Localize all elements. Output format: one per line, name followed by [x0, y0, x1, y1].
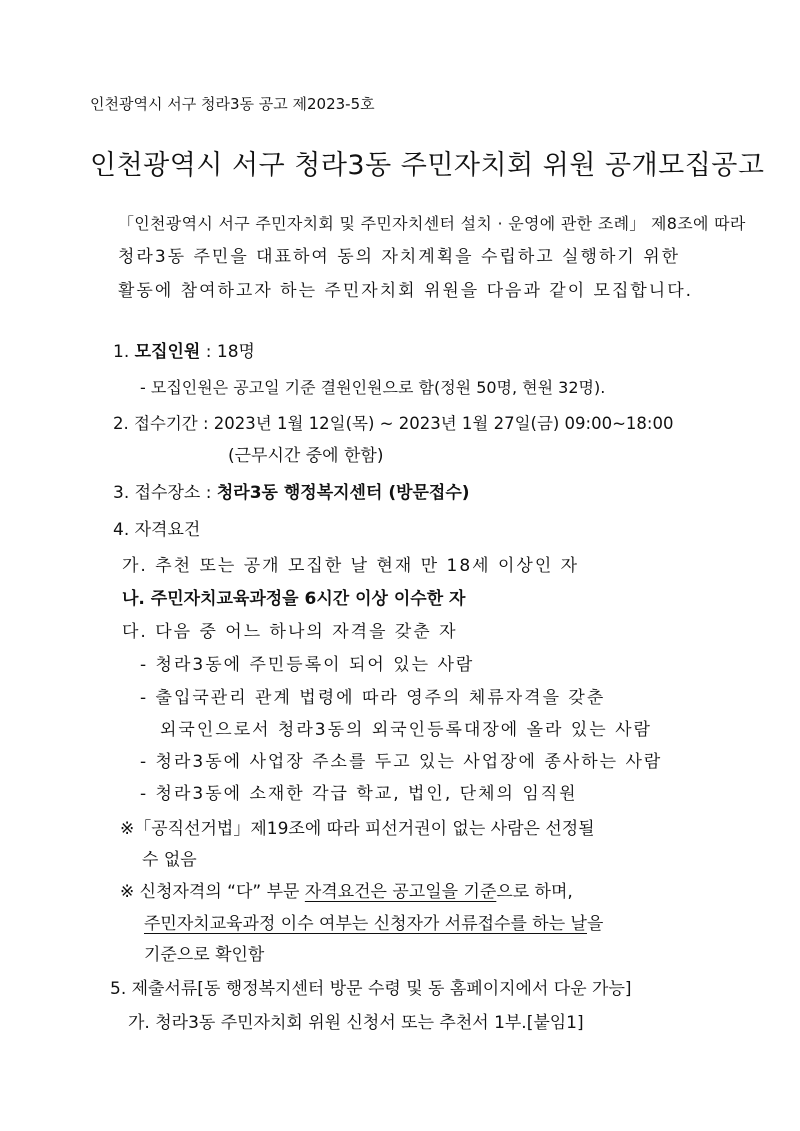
section-4-subitem-1: - 청라3동에 주민등록이 되어 있는 사람: [140, 655, 475, 675]
section-2-note: (근무시간 중에 한함): [228, 446, 384, 466]
section-4-item-da: 다. 다음 중 어느 하나의 자격을 갖춘 자: [122, 622, 458, 642]
section-3-value: 청라3동 행정복지센터 (방문접수): [216, 483, 470, 503]
section-4-heading: 4. 자격요건: [113, 520, 201, 540]
section-4-note-2-line-2: [144, 912, 603, 936]
note-2-line-2-suffix: 을: [586, 914, 604, 934]
section-1-heading: [113, 340, 255, 364]
section-2-heading: 2. 접수기간 : 2023년 1월 12일(목) ~ 2023년 1월 27일(금) 09:00~18:00: [113, 414, 674, 433]
section-4-subitem-2: - 출입국관리 관계 법령에 따라 영주의 체류자격을 갖춘: [140, 688, 606, 708]
intro-line-1: 「인천광역시 서구 주민자치회 및 주민자치센터 설치 · 운영에 관한 조례」 제8조에 따라: [118, 214, 746, 233]
intro-line-3: 활동에 참여하고자 하는 주민자치회 위원을 다음과 같이 모집합니다.: [118, 281, 694, 301]
section-4-subitem-3: - 청라3동에 사업장 주소를 두고 있는 사업장에 종사하는 사람: [140, 752, 663, 772]
section-1-note: - 모집인원은 공고일 기준 결원인원으로 함(정원 50명, 현원 32명).: [140, 378, 606, 397]
note-2-suffix: 으로 하며,: [496, 882, 573, 902]
section-4-subitem-4: - 청라3동에 소재한 각급 학교, 법인, 단체의 임직원: [140, 784, 578, 804]
section-1-label: 모집인원: [134, 342, 201, 362]
section-3-prefix: 3. 접수장소 :: [113, 483, 212, 503]
note-2-underlined: 자격요건은 공고일을 기준: [304, 882, 497, 902]
section-4-item-ga: 가. 추천 또는 공개 모집한 날 현재 만 18세 이상인 자: [122, 556, 580, 576]
section-4-note-2: [120, 880, 573, 904]
section-4-item-na: 나. 주민자치교육과정을 6시간 이상 이수한 자: [122, 589, 466, 609]
note-2-line-2-underlined: 주민자치교육과정 이수 여부는 신청자가 서류접수를 하는 날: [144, 914, 587, 934]
section-4-note-1: ※「공직선거법」제19조에 따라 피선거권이 없는 사람은 선정될: [120, 819, 595, 839]
page-title: 인천광역시 서구 청라3동 주민자치회 위원 공개모집공고: [90, 150, 765, 181]
intro-line-2: 청라3동 주민을 대표하여 동의 자치계획을 수립하고 실행하기 위한: [118, 247, 681, 267]
section-4-note-1-cont: 수 없음: [142, 850, 197, 870]
section-4-subitem-2-cont: 외국인으로서 청라3동의 외국인등록대장에 올라 있는 사람: [160, 720, 652, 740]
section-5-item-ga: 가. 청라3동 주민자치회 위원 신청서 또는 추천서 1부.[붙임1]: [128, 1013, 584, 1033]
section-1-number: 1.: [113, 342, 130, 362]
document-number: 인천광역시 서구 청라3동 공고 제2023-5호: [90, 95, 375, 113]
section-5-heading: 5. 제출서류[동 행정복지센터 방문 수령 및 동 홈페이지에서 다운 가능]: [110, 979, 632, 999]
section-1-value: : 18명: [205, 342, 255, 362]
note-2-prefix: ※ 신청자격의 “다” 부문: [120, 882, 305, 902]
section-4-note-2-line-3: 기준으로 확인함: [144, 945, 265, 965]
section-3-heading: [113, 481, 470, 505]
